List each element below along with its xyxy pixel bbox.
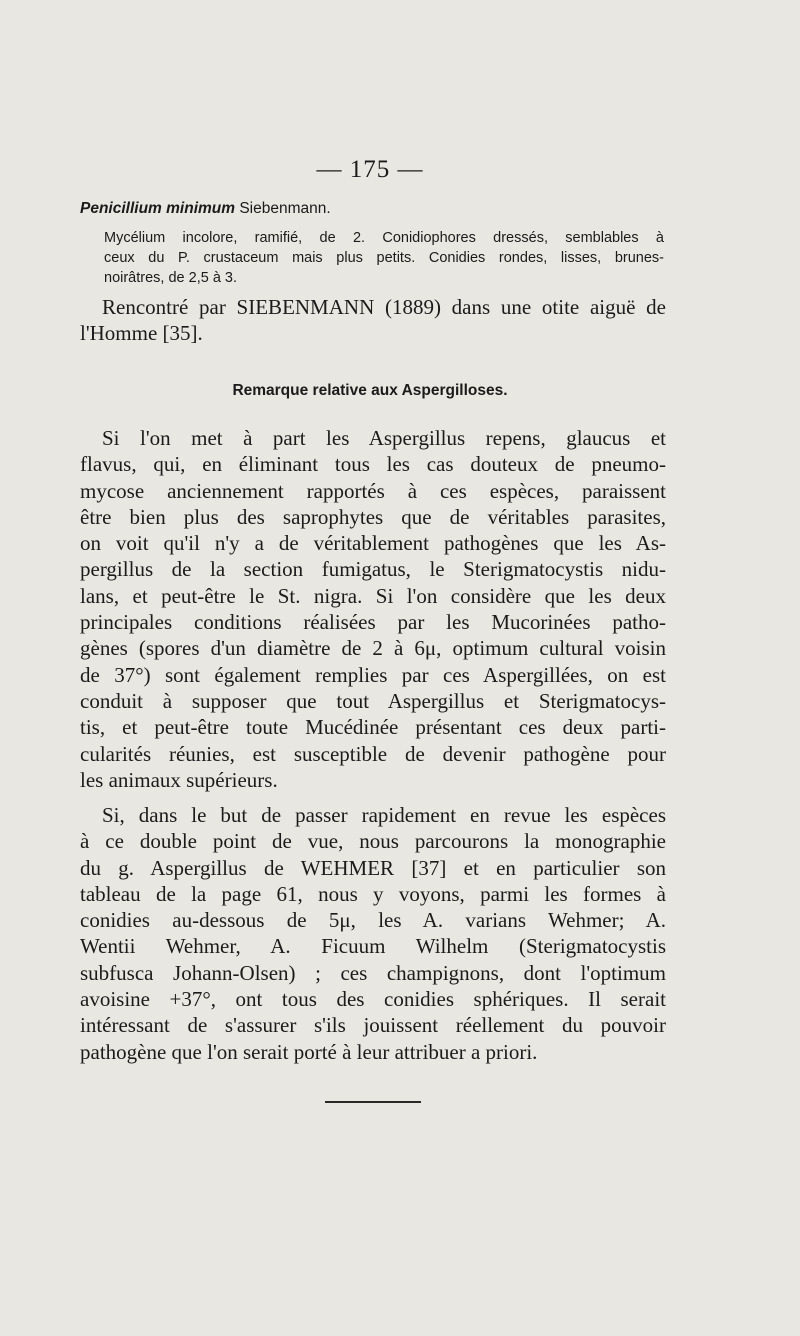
paragraph-line: lans, et peut-être le St. nigra. Si l'on considère que les deux (80, 583, 666, 608)
paragraph-line: gènes (spores d'un diamètre de 2 à 6μ, optimum cultural voisin (80, 636, 666, 661)
description-line: Mycélium incolore, ramifié, de 2. Conidiophores dressés, semblables à (104, 230, 664, 246)
paragraph-2 (80, 802, 666, 1065)
paragraph-line: à ce double point de vue, nous parcourons la monographie (80, 829, 666, 854)
paragraph-line: de 37°) sont également remplies par ces Aspergillées, on est (80, 662, 666, 687)
page-number: — 175 — (316, 156, 424, 183)
paragraph-line: les animaux supérieurs. (80, 767, 278, 792)
paragraph-line: subfusca Johann-Olsen) ; ces champignons, dont l'optimum (80, 960, 666, 985)
paragraph-line: conduit à supposer que tout Aspergillus et Sterigmatocys- (80, 688, 666, 713)
species-entry (80, 200, 331, 218)
paragraph-line: Si, dans le but de passer rapidement en revue les espèces (102, 803, 666, 827)
species-description (82, 228, 664, 288)
end-rule (325, 1101, 421, 1103)
paragraph-line: être bien plus des saprophytes que de véritables parasites, (80, 504, 666, 529)
paragraph-line: intéressant de s'assurer s'ils jouissent réellement du pouvoir (80, 1013, 666, 1038)
occurrence-line: l'Homme [35]. (80, 321, 203, 346)
paragraph-1 (80, 425, 666, 793)
description-line: ceux du P. crustaceum mais plus petits. Conidies rondes, lisses, brunes- (104, 250, 664, 266)
paragraph-line: Wentii Wehmer, A. Ficuum Wilhelm (Sterigmatocystis (80, 934, 666, 959)
paragraph-line: pergillus de la section fumigatus, le Sterigmatocystis nidu- (80, 557, 666, 582)
paragraph-line: cularités réunies, est susceptible de devenir pathogène pour (80, 741, 666, 766)
species-name: Penicillium minimum (80, 200, 236, 217)
paragraph-line: avoisine +37°, ont tous des conidies sphériques. Il serait (80, 987, 666, 1012)
occurrence-line: Rencontré par SIEBENMANN (1889) dans une otite aiguë de (102, 295, 666, 319)
paragraph-line: conidies au-dessous de 5μ, les A. varians Wehmer; A. (80, 908, 666, 933)
description-line: noirâtres, de 2,5 à 3. (104, 270, 237, 286)
paragraph-line: principales conditions réalisées par les Mucorinées patho- (80, 610, 666, 635)
paragraph-line: tis, et peut-être toute Mucédinée présentant ces deux parti- (80, 715, 666, 740)
species-author: Siebenmann. (239, 200, 331, 217)
paragraph-line: pathogène que l'on serait porté à leur attribuer a priori. (80, 1039, 538, 1064)
paragraph-line: on voit qu'il n'y a de véritablement pathogènes que les As- (80, 531, 666, 556)
occurrence-note (80, 294, 666, 347)
paragraph-line: du g. Aspergillus de WEHMER [37] et en particulier son (80, 855, 666, 880)
section-heading: Remarque relative aux Aspergilloses. (232, 382, 508, 399)
paragraph-line: Si l'on met à part les Aspergillus repens, glaucus et (102, 426, 666, 450)
paragraph-line: tableau de la page 61, nous y voyons, parmi les formes à (80, 881, 666, 906)
paragraph-line: mycose anciennement rapportés à ces espèces, paraissent (80, 478, 666, 503)
paragraph-line: flavus, qui, en éliminant tous les cas douteux de pneumo- (80, 452, 666, 477)
